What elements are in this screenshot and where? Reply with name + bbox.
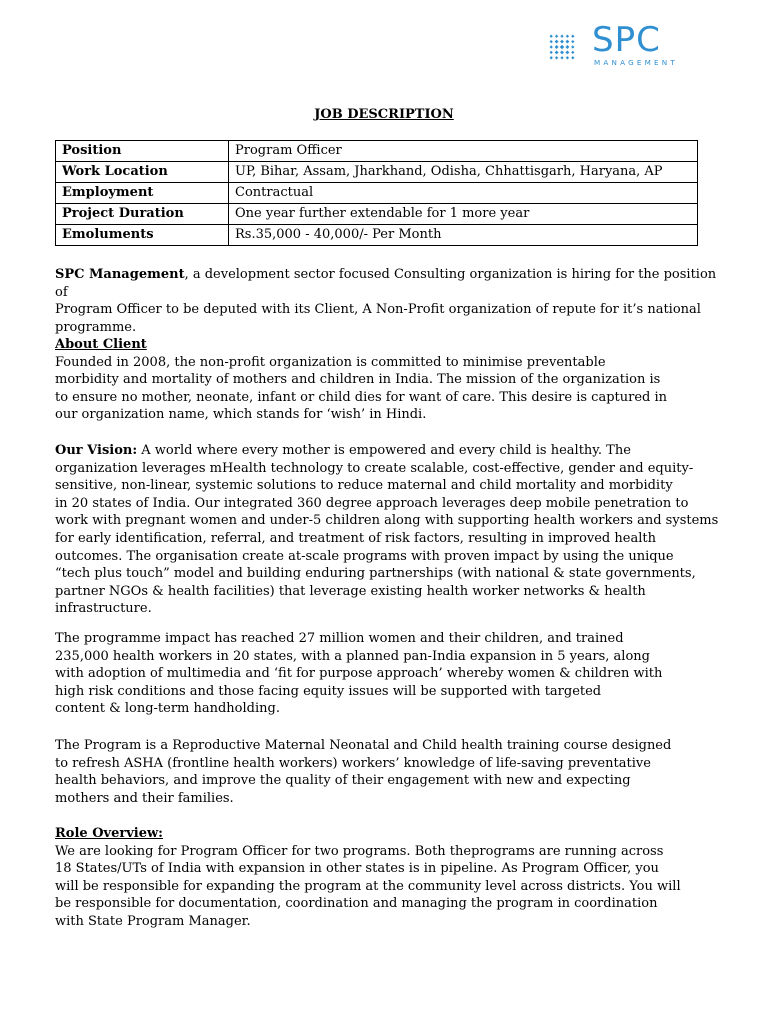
- table-row: [56, 183, 698, 204]
- logo-dot: [560, 50, 564, 54]
- table-row: [56, 162, 698, 183]
- vision-line: “tech plus touch” model and building enduring partnerships (with national & state governments,: [55, 566, 696, 582]
- about-line: our organization name, which stands for ‘wish’ in Hindi.: [55, 407, 427, 423]
- vision-line: partner NGOs & health facilities) that leverage existing health worker networks & health: [55, 583, 646, 599]
- program-line: health behaviors, and improve the quality of their engagement with new and expecting: [55, 773, 631, 789]
- logo-dot: [560, 45, 565, 50]
- table-key: Position: [56, 141, 229, 162]
- table-key: Work Location: [56, 162, 229, 183]
- logo-dot: [555, 56, 558, 59]
- impact-line: with adoption of multimedia and ‘fit for purpose approach’ whereby women & children with: [55, 666, 663, 682]
- role-overview-section: [55, 825, 725, 931]
- role-line: be responsible for documentation, coordination and managing the program in coordination: [55, 896, 658, 912]
- logo-dot: [555, 35, 558, 38]
- impact-line: The programme impact has reached 27 million women and their children, and trained: [55, 631, 624, 646]
- impact-line: 235,000 health workers in 20 states, with a planned pan-India expansion in 5 years, along: [55, 648, 650, 664]
- logo-wordmark: SPC: [592, 20, 661, 60]
- vision-line: sensitive, non-linear, systemic solutions to reduce maternal and child mortality and morbidity: [55, 478, 673, 494]
- table-row: [56, 204, 698, 225]
- table-value: Rs.35,000 - 40,000/- Per Month: [229, 225, 698, 246]
- vision-line: outcomes. The organisation create at-scale programs with proven impact by using the unique: [55, 548, 674, 564]
- role-line: We are looking for Program Officer for two programs. Both theprograms are running across: [55, 843, 664, 859]
- logo-dot: [560, 40, 564, 44]
- document-title: JOB DESCRIPTION: [314, 107, 454, 122]
- intro-line: programme.: [55, 319, 137, 335]
- logo-dot: [565, 40, 569, 44]
- about-line: Founded in 2008, the non-profit organization is committed to minimise preventable: [55, 354, 606, 370]
- logo-dot: [550, 51, 553, 54]
- logo-dot: [571, 56, 574, 59]
- logo-dot: [555, 40, 559, 44]
- intro-line: SPC Management, a development sector focused Consulting organization is hiring for the position of: [55, 267, 717, 300]
- intro-paragraph: [55, 266, 725, 336]
- table-value: One year further extendable for 1 more year: [229, 204, 698, 225]
- logo-dot: [566, 35, 569, 38]
- table-value: UP, Bihar, Assam, Jharkhand, Odisha, Chhattisgarh, Haryana, AP: [229, 162, 698, 183]
- vision-line: in 20 states of India. Our integrated 360 degree approach leverages deep mobile penetration to: [55, 495, 689, 511]
- logo-dot: [560, 35, 563, 38]
- about-line: morbidity and mortality of mothers and children in India. The mission of the organization is: [55, 372, 661, 388]
- program-line: mothers and their families.: [55, 790, 234, 806]
- logo-dot: [550, 56, 553, 59]
- logo-dot: [550, 35, 553, 38]
- spc-management-logo: [534, 16, 684, 78]
- vision-line: organization leverages mHealth technology to create scalable, cost-effective, gender and equity-: [55, 460, 694, 476]
- vision-line: Our Vision: A world where every mother is empowered and every child is healthy. The: [55, 443, 631, 458]
- table-value: Program Officer: [229, 141, 698, 162]
- role-line: with State Program Manager.: [55, 913, 251, 929]
- about-client-section: [55, 336, 725, 424]
- table-key: Project Duration: [56, 204, 229, 225]
- table-value: Contractual: [229, 183, 698, 204]
- impact-paragraph: [55, 630, 725, 718]
- logo-subtitle: MANAGEMENT: [594, 58, 678, 67]
- table-row: [56, 141, 698, 162]
- role-line: 18 States/UTs of India with expansion in other states is in pipeline. As Program Officer, you: [55, 861, 659, 877]
- role-line: will be responsible for expanding the program at the community level across districts. You will: [55, 878, 681, 894]
- program-line: to refresh ASHA (frontline health workers) workers’ knowledge of life-saving preventative: [55, 755, 651, 771]
- table-key: Emoluments: [56, 225, 229, 246]
- program-line: The Program is a Reproductive Maternal Neonatal and Child health training course designed: [55, 738, 672, 753]
- company-name: SPC Management: [55, 267, 185, 282]
- about-client-heading: About Client: [55, 337, 147, 352]
- table-key: Employment: [56, 183, 229, 204]
- vision-section: [55, 442, 725, 618]
- impact-line: content & long-term handholding.: [55, 701, 280, 717]
- logo-dot: [565, 45, 569, 49]
- vision-label: Our Vision:: [55, 443, 138, 458]
- logo-dot: [571, 45, 574, 48]
- vision-line: infrastructure.: [55, 601, 152, 617]
- logo-dot: [550, 45, 553, 48]
- logo-dot: [555, 45, 559, 49]
- impact-line: high risk conditions and those facing equity issues will be supported with targeted: [55, 683, 602, 699]
- logo-dot: [571, 35, 574, 38]
- logo-dot: [566, 56, 569, 59]
- intro-line: Program Officer to be deputed with its Client, A Non-Profit organization of repute for it’s national: [55, 302, 701, 318]
- role-overview-heading: Role Overview:: [55, 826, 163, 841]
- logo-dot: [550, 40, 553, 43]
- table-row: [56, 225, 698, 246]
- logo-dot: [560, 56, 563, 59]
- program-paragraph: [55, 737, 725, 807]
- logo-dot: [571, 40, 574, 43]
- logo-dot: [571, 51, 574, 54]
- logo-dot: [565, 50, 569, 54]
- vision-line: for early identification, referral, and treatment of risk factors, resulting in improved health: [55, 530, 656, 546]
- logo-dot: [555, 50, 559, 54]
- logo-diamond-icon: [534, 16, 590, 78]
- vision-line: work with pregnant women and under-5 children along with supporting health workers and systems: [55, 513, 719, 529]
- job-details-table: [55, 140, 698, 246]
- about-line: to ensure no mother, neonate, infant or child dies for want of care. This desire is captured in: [55, 389, 668, 405]
